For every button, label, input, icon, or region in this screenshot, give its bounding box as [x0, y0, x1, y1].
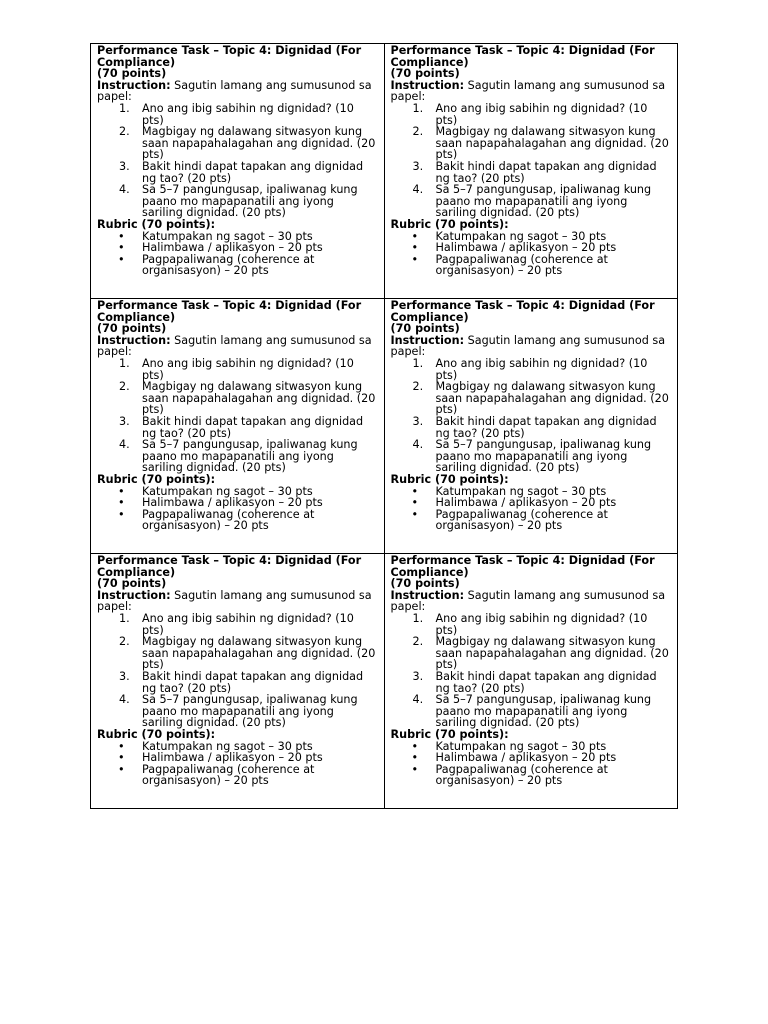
rubric-label: Rubric (70 points):	[97, 472, 216, 486]
instruction-label: Instruction:	[390, 333, 465, 347]
instruction	[97, 80, 378, 103]
rubric-text: Pagpapaliwanag (coherence at organisasyon) – 20 pts	[142, 762, 315, 788]
task-card-content	[391, 555, 672, 787]
question-text: Sa 5–7 pangungusap, ipaliwanag kung paano mo mapapanatili ang iyong sariling dignidad. (20 pts)	[435, 438, 652, 475]
question-number: 4.	[412, 183, 424, 197]
task-title: Performance Task – Topic 4: Dignidad (For Compliance)	[390, 299, 655, 324]
rubric-item	[391, 509, 672, 532]
instruction	[391, 80, 672, 103]
question-list	[391, 103, 672, 219]
instruction	[391, 590, 672, 613]
question-number: 2.	[119, 380, 130, 394]
question-text: Magbigay ng dalawang sitwasyon kung saan napapahalagahan ang dignidad. (20 pts)	[142, 380, 376, 417]
question-item	[391, 613, 672, 636]
question-item	[97, 358, 378, 381]
rubric-label: Rubric (70 points):	[390, 727, 509, 741]
question-text: Sa 5–7 pangungusap, ipaliwanag kung paano mo mapapanatili ang iyong sariling dignidad. (20 pts)	[142, 438, 358, 475]
bullet-icon: •	[118, 484, 125, 498]
instruction-label: Instruction:	[390, 78, 465, 92]
question-item	[391, 161, 672, 184]
question-text: Magbigay ng dalawang sitwasyon kung saan napapahalagahan ang dignidad. (20 pts)	[142, 125, 376, 162]
question-item	[391, 358, 672, 381]
rubric-label: Rubric (70 points):	[97, 727, 216, 741]
question-list	[391, 613, 672, 729]
instruction-label: Instruction:	[390, 588, 465, 602]
question-text: Sa 5–7 pangungusap, ipaliwanag kung paano mo mapapanatili ang iyong sariling dignidad. (20 pts)	[435, 183, 652, 220]
instruction	[97, 335, 378, 358]
question-list	[97, 613, 378, 729]
question-number: 3.	[412, 159, 424, 173]
question-item	[97, 613, 378, 636]
question-text: Sa 5–7 pangungusap, ipaliwanag kung paano mo mapapanatili ang iyong sariling dignidad. (20 pts)	[142, 183, 358, 220]
question-item	[391, 184, 672, 219]
question-number: 2.	[412, 635, 424, 649]
task-points: (70 points)	[97, 67, 167, 81]
rubric-list	[97, 486, 378, 532]
question-item	[97, 161, 378, 184]
question-item	[97, 439, 378, 474]
instruction	[97, 590, 378, 613]
question-item	[391, 103, 672, 126]
instruction-text: Sagutin lamang ang sumusunod sa papel:	[97, 333, 372, 359]
task-points: (70 points)	[97, 322, 167, 336]
task-card	[384, 554, 678, 809]
bullet-icon: •	[411, 229, 419, 243]
bullet-icon: •	[411, 762, 419, 776]
question-number: 1.	[412, 101, 424, 115]
bullet-icon: •	[411, 496, 419, 510]
rubric-text: Halimbawa / aplikasyon – 20 pts	[435, 751, 617, 765]
question-number: 4.	[119, 693, 130, 707]
bullet-icon: •	[118, 252, 125, 266]
task-card	[91, 299, 385, 554]
rubric-list	[97, 231, 378, 277]
task-card-content	[391, 45, 672, 277]
rubric-text: Halimbawa / aplikasyon – 20 pts	[435, 241, 617, 255]
question-number: 4.	[119, 183, 130, 197]
rubric-text: Pagpapaliwanag (coherence at organisasyon) – 20 pts	[142, 507, 315, 533]
rubric-text: Pagpapaliwanag (coherence at organisasyon) – 20 pts	[435, 762, 608, 788]
instruction-text: Sagutin lamang ang sumusunod sa papel:	[97, 588, 372, 614]
instruction	[391, 335, 672, 358]
question-item	[97, 381, 378, 416]
question-text: Magbigay ng dalawang sitwasyon kung saan napapahalagahan ang dignidad. (20 pts)	[435, 380, 669, 417]
question-item	[97, 126, 378, 161]
task-title: Performance Task – Topic 4: Dignidad (For Compliance)	[390, 44, 655, 69]
instruction-text: Sagutin lamang ang sumusunod sa papel:	[97, 78, 372, 104]
question-item	[97, 694, 378, 729]
bullet-icon: •	[118, 229, 125, 243]
question-list	[97, 103, 378, 219]
question-text: Ano ang ibig sabihin ng dignidad? (10 pts)	[435, 101, 648, 127]
task-title: Performance Task – Topic 4: Dignidad (For Compliance)	[390, 554, 655, 579]
bullet-icon: •	[411, 241, 419, 255]
question-number: 4.	[119, 438, 130, 452]
instruction-label: Instruction:	[97, 333, 171, 347]
question-text: Bakit hindi dapat tapakan ang dignidad ng tao? (20 pts)	[435, 669, 657, 695]
question-text: Ano ang ibig sabihin ng dignidad? (10 pts)	[435, 611, 648, 637]
question-number: 3.	[119, 159, 130, 173]
bullet-icon: •	[411, 507, 419, 521]
question-list	[391, 358, 672, 474]
bullet-icon: •	[118, 241, 125, 255]
rubric-text: Katumpakan ng sagot – 30 pts	[435, 484, 607, 498]
bullet-icon: •	[118, 762, 125, 776]
instruction-text: Sagutin lamang ang sumusunod sa papel:	[390, 78, 666, 104]
question-item	[391, 126, 672, 161]
question-number: 4.	[412, 693, 424, 707]
instruction-text: Sagutin lamang ang sumusunod sa papel:	[390, 333, 666, 359]
task-card-grid	[90, 43, 678, 809]
question-number: 2.	[119, 635, 130, 649]
rubric-label: Rubric (70 points):	[97, 217, 216, 231]
question-number: 3.	[119, 414, 130, 428]
question-text: Magbigay ng dalawang sitwasyon kung saan napapahalagahan ang dignidad. (20 pts)	[435, 635, 669, 672]
question-number: 2.	[412, 380, 424, 394]
task-title: Performance Task – Topic 4: Dignidad (For Compliance)	[97, 554, 362, 579]
question-number: 1.	[119, 101, 130, 115]
question-item	[391, 439, 672, 474]
question-item	[97, 636, 378, 671]
question-item	[391, 416, 672, 439]
rubric-text: Halimbawa / aplikasyon – 20 pts	[142, 751, 323, 765]
rubric-item	[391, 764, 672, 787]
question-text: Ano ang ibig sabihin ng dignidad? (10 pts)	[142, 611, 354, 637]
rubric-label: Rubric (70 points):	[390, 217, 509, 231]
rubric-text: Katumpakan ng sagot – 30 pts	[142, 739, 313, 753]
question-list	[97, 358, 378, 474]
task-card-content	[97, 45, 378, 277]
question-item	[391, 694, 672, 729]
bullet-icon: •	[411, 751, 419, 765]
task-card	[91, 44, 385, 299]
question-text: Bakit hindi dapat tapakan ang dignidad ng tao? (20 pts)	[142, 414, 364, 440]
instruction-label: Instruction:	[97, 78, 171, 92]
instruction-label: Instruction:	[97, 588, 171, 602]
question-text: Sa 5–7 pangungusap, ipaliwanag kung paano mo mapapanatili ang iyong sariling dignidad. (20 pts)	[142, 693, 358, 730]
question-text: Magbigay ng dalawang sitwasyon kung saan napapahalagahan ang dignidad. (20 pts)	[435, 125, 669, 162]
rubric-item	[97, 254, 378, 277]
task-card	[384, 299, 678, 554]
bullet-icon: •	[411, 252, 419, 266]
question-number: 1.	[412, 356, 424, 370]
question-text: Sa 5–7 pangungusap, ipaliwanag kung paano mo mapapanatili ang iyong sariling dignidad. (20 pts)	[435, 693, 652, 730]
task-points: (70 points)	[97, 577, 167, 591]
rubric-text: Katumpakan ng sagot – 30 pts	[435, 739, 607, 753]
task-points: (70 points)	[390, 322, 460, 336]
task-card	[91, 554, 385, 809]
rubric-list	[97, 741, 378, 787]
task-title: Performance Task – Topic 4: Dignidad (For Compliance)	[97, 44, 362, 69]
rubric-text: Katumpakan ng sagot – 30 pts	[435, 229, 607, 243]
task-points: (70 points)	[390, 67, 460, 81]
task-card-content	[97, 555, 378, 787]
question-number: 1.	[119, 611, 130, 625]
question-text: Bakit hindi dapat tapakan ang dignidad ng tao? (20 pts)	[435, 414, 657, 440]
question-text: Ano ang ibig sabihin ng dignidad? (10 pts)	[142, 356, 354, 382]
bullet-icon: •	[118, 751, 125, 765]
rubric-label: Rubric (70 points):	[390, 472, 509, 486]
question-text: Ano ang ibig sabihin ng dignidad? (10 pts)	[435, 356, 648, 382]
task-card-content	[97, 300, 378, 532]
rubric-text: Pagpapaliwanag (coherence at organisasyon) – 20 pts	[142, 252, 315, 278]
rubric-item	[97, 764, 378, 787]
question-number: 3.	[412, 669, 424, 683]
question-item	[97, 416, 378, 439]
question-item	[97, 671, 378, 694]
question-text: Ano ang ibig sabihin ng dignidad? (10 pts)	[142, 101, 354, 127]
task-title: Performance Task – Topic 4: Dignidad (For Compliance)	[97, 299, 362, 324]
question-number: 2.	[412, 125, 424, 139]
question-text: Bakit hindi dapat tapakan ang dignidad ng tao? (20 pts)	[142, 159, 364, 185]
question-number: 2.	[119, 125, 130, 139]
question-item	[391, 381, 672, 416]
question-item	[391, 636, 672, 671]
question-item	[97, 103, 378, 126]
rubric-text: Halimbawa / aplikasyon – 20 pts	[435, 496, 617, 510]
question-item	[391, 671, 672, 694]
rubric-text: Halimbawa / aplikasyon – 20 pts	[142, 241, 323, 255]
rubric-list	[391, 741, 672, 787]
rubric-text: Pagpapaliwanag (coherence at organisasyon) – 20 pts	[435, 252, 608, 278]
rubric-item	[97, 509, 378, 532]
question-number: 1.	[119, 356, 130, 370]
bullet-icon: •	[118, 496, 125, 510]
rubric-list	[391, 231, 672, 277]
question-number: 4.	[412, 438, 424, 452]
question-number: 1.	[412, 611, 424, 625]
rubric-text: Katumpakan ng sagot – 30 pts	[142, 229, 313, 243]
question-text: Bakit hindi dapat tapakan ang dignidad ng tao? (20 pts)	[142, 669, 364, 695]
instruction-text: Sagutin lamang ang sumusunod sa papel:	[390, 588, 666, 614]
bullet-icon: •	[118, 507, 125, 521]
bullet-icon: •	[411, 739, 419, 753]
question-item	[97, 184, 378, 219]
question-text: Magbigay ng dalawang sitwasyon kung saan napapahalagahan ang dignidad. (20 pts)	[142, 635, 376, 672]
question-number: 3.	[119, 669, 130, 683]
rubric-item	[391, 254, 672, 277]
bullet-icon: •	[411, 484, 419, 498]
rubric-text: Pagpapaliwanag (coherence at organisasyon) – 20 pts	[435, 507, 608, 533]
bullet-icon: •	[118, 739, 125, 753]
task-card-content	[391, 300, 672, 532]
question-text: Bakit hindi dapat tapakan ang dignidad ng tao? (20 pts)	[435, 159, 657, 185]
rubric-list	[391, 486, 672, 532]
rubric-text: Halimbawa / aplikasyon – 20 pts	[142, 496, 323, 510]
task-card	[384, 44, 678, 299]
rubric-text: Katumpakan ng sagot – 30 pts	[142, 484, 313, 498]
task-points: (70 points)	[390, 577, 460, 591]
question-number: 3.	[412, 414, 424, 428]
